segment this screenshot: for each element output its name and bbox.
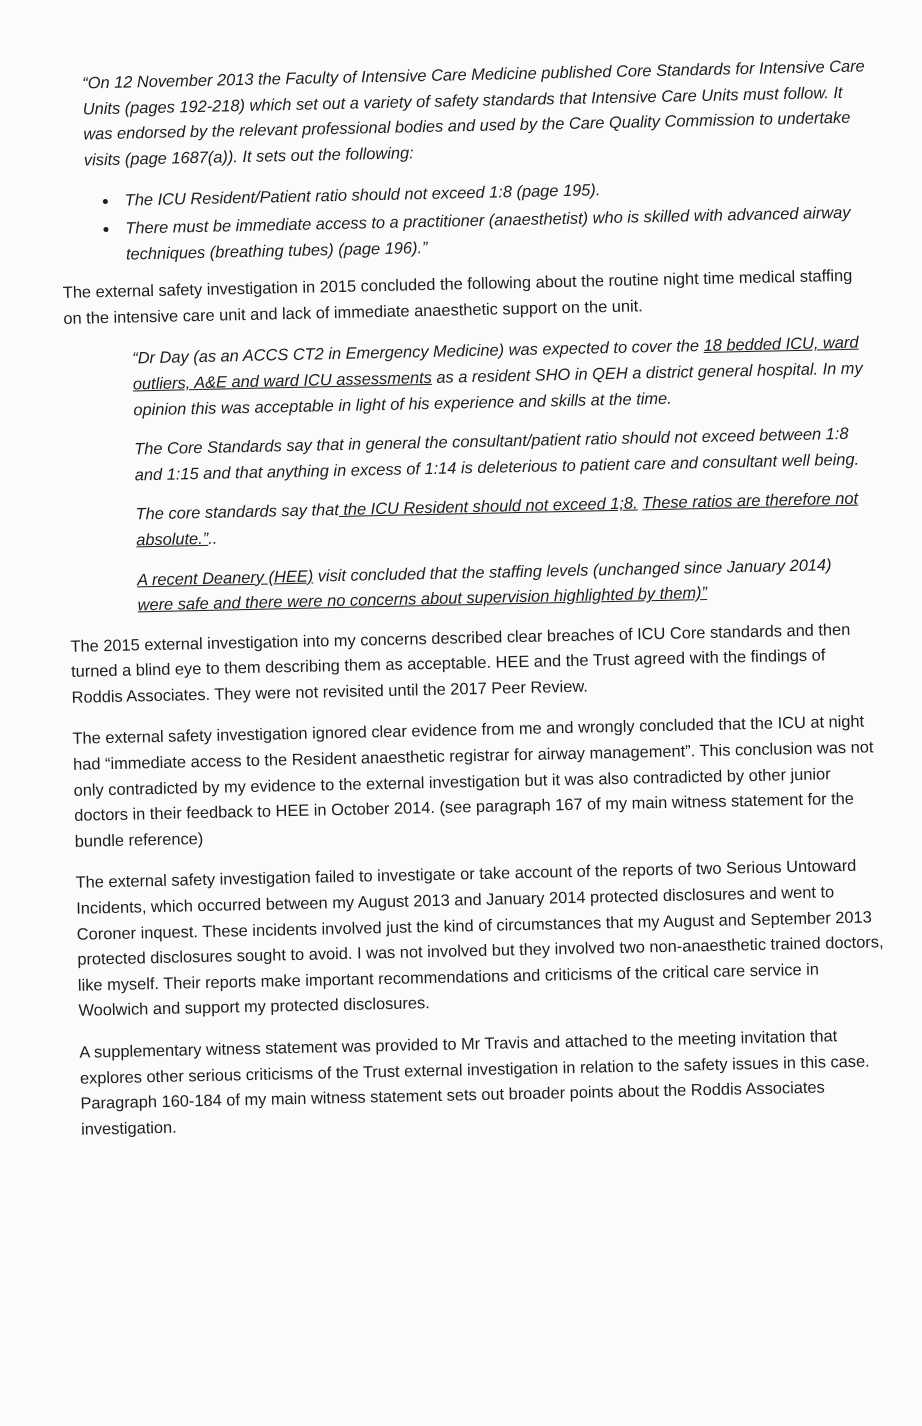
quote-resident-underlined-2: These ratios are therefore not absolute.” [136, 489, 859, 550]
quote-deanery-visit [137, 552, 872, 619]
investigation-conclusion-paragraph: The external safety investigation in 2015 concluded the following about the routine night time medical staffing on the intensive care unit and lack of immediate anaesthetic support on the unit. [62, 266, 853, 328]
quote-core-standards-ratio: The Core Standards say that in general the consultant/patient ratio should not exceed between 1:8 and 1:15 and that anything in excess of 1:14 is deleterious to patient care and consultant well being. [134, 424, 860, 485]
quote-dr-day [132, 331, 868, 424]
quote-dr-day-text-b: as a resident SHO in QEH a district general hospital. In my opinion this was acceptable in light of his experience and skills at the time. [133, 359, 863, 419]
quote-resident-text-a: The core standards say that [135, 501, 339, 524]
bullet-item-airway-access: • There must be immediate access to a practitioner (anaesthetist) who is skilled with advanced airway techniques (breathing tubes) (page 196).” [119, 200, 870, 268]
intro-quote: “On 12 November 2013 the Faculty of Intensive Care Medicine published Core Standards for Intensive Care Units (pages 192-218) which set out a variety of safety standards that Intensive Care Units must follow. It was endorsed by the relevant professional bodies and used by the Care Quality Commission to undertake visits (page 1687(a)). It sets out the following: [82, 57, 865, 170]
quote-core-standards-resident [135, 487, 870, 554]
quote-deanery-underlined-2: were safe and there were no concerns about supervision highlighted by them)” [137, 584, 708, 615]
quote-resident-text-b: .. [208, 529, 218, 548]
core-standards-bullet-list [61, 173, 871, 269]
breaches-paragraph: The 2015 external investigation into my concerns described clear breaches of ICU Core standards and then turned a blind eye to them describing them as acceptable. HEE and the Trust agreed with the findings of Roddis Associates. They were not revisited until the 2017 Peer Review. [70, 620, 851, 707]
bullet-item-resident-ratio: • The ICU Resident/Patient ratio should not exceed 1:8 (page 195). [119, 173, 869, 215]
quote-deanery-text: visit concluded that the staffing levels (unchanged since January 2014) [312, 555, 832, 586]
serious-incidents-paragraph: The external safety investigation failed to investigate or take account of the reports of two Serious Untoward Incidents, which occurred between my August 2013 and January 2014 protected disclosures and went to Coroner inquest. These incidents involved just the kind of circumstances that my August and September 2013 protected disclosures sought to avoid. I was not involved but they involved two non-anaesthetic trained doctors, like myself. Their reports make important recommendations and criticisms of the critical care service in Woolwich and support my protected disclosures. [75, 857, 884, 1021]
document-body [58, 54, 890, 1159]
quote-resident-underlined-1: the ICU Resident should not exceed 1;8. [338, 494, 638, 520]
quote-dr-day-underlined: 18 bedded ICU, ward outliers, A&E and ward ICU assessments [132, 333, 859, 394]
quote-deanery-underlined-1: A recent Deanery (HEE) [136, 567, 314, 589]
supplementary-statement-paragraph: A supplementary witness statement was provided to Mr Travis and attached to the meeting invitation that explores other serious criticisms of the Trust external investigation in relation to the safety issues in this case. Paragraph 160-184 of my main witness statement sets out broader points about the Roddis Associates investigation. [79, 1027, 870, 1139]
ignored-evidence-paragraph: The external safety investigation ignored clear evidence from me and wrongly concluded that the ICU at night had “immediate access to the Resident anaesthetic registrar for airway management”. This conclusion was not only contradicted by my evidence to the external investigation but it was also contradicted by other junior doctors in their feedback to HEE in October 2014. (see paragraph 167 of my main witness statement for the bundle reference) [72, 713, 874, 851]
quote-dr-day-text-a: “Dr Day (as an ACCS CT2 in Emergency Medicine) was expected to cover the [132, 337, 704, 368]
